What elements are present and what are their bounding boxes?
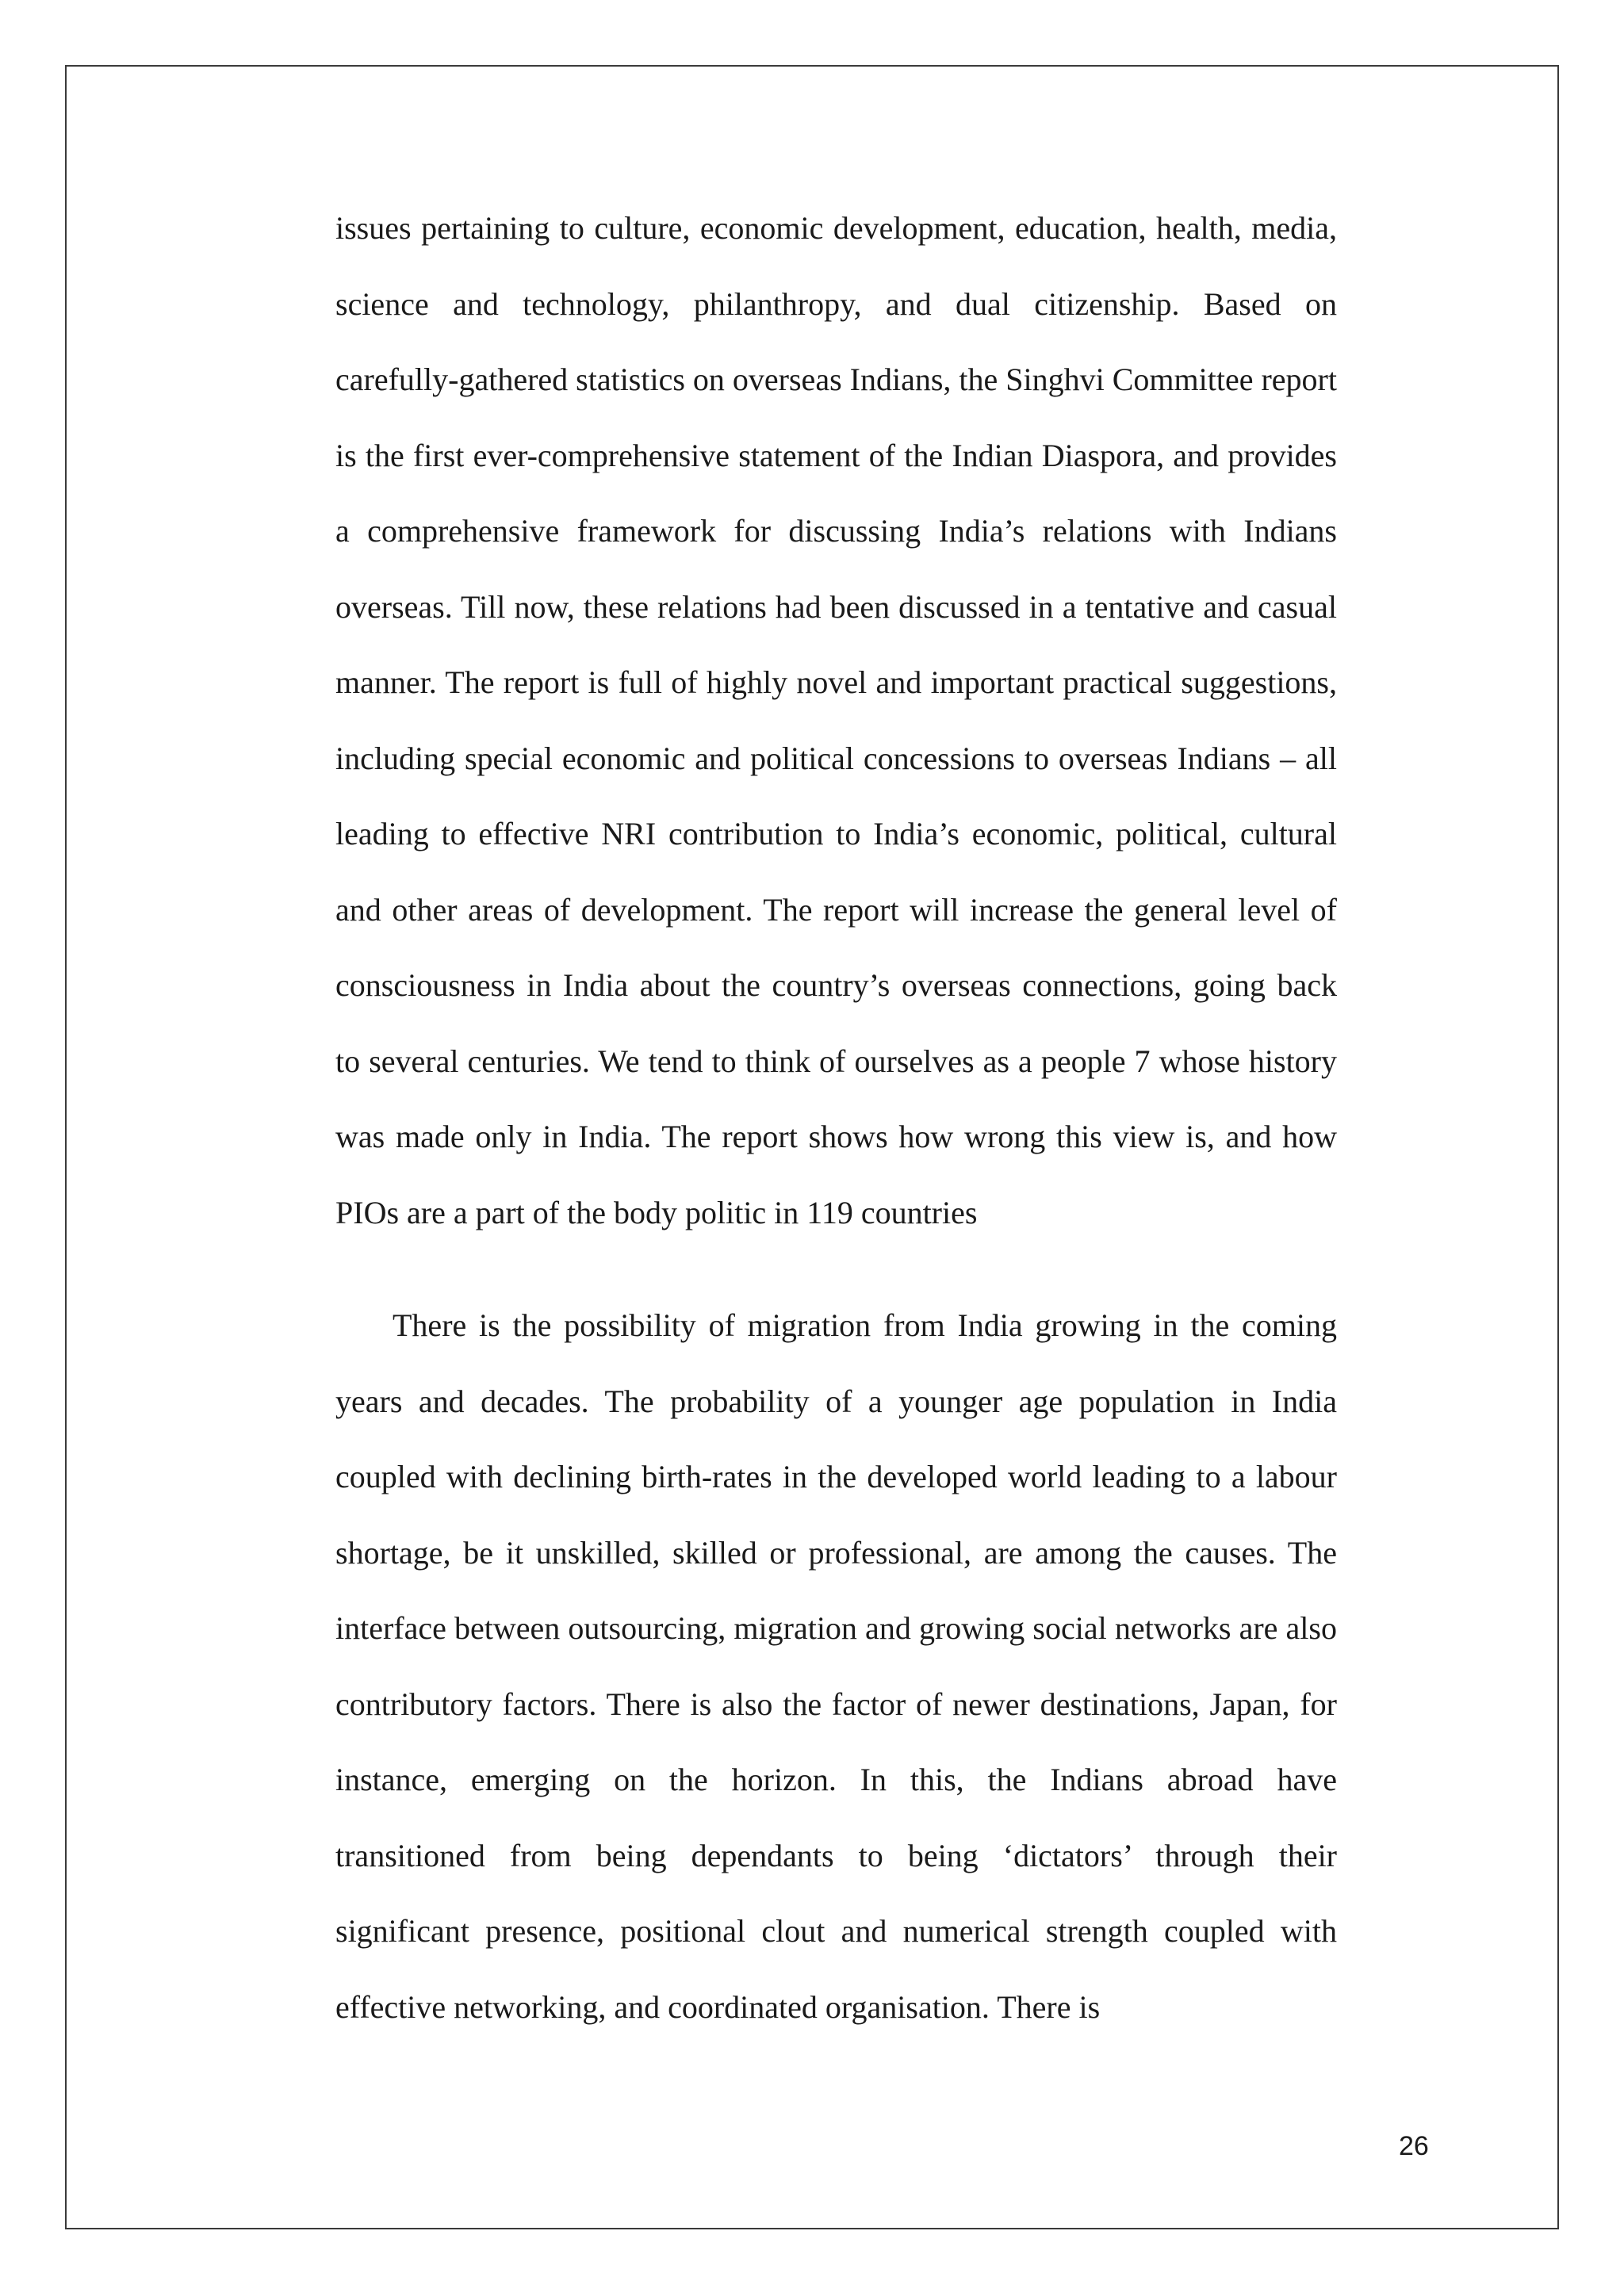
page-number: 26 <box>1399 2131 1429 2161</box>
body-text <box>335 190 1337 2045</box>
paragraph-1: issues pertaining to culture, economic development, education, health, media, science and technology, philanthropy, and dual citizenship. Based on carefully-gathered statistics on overseas Indians, the Singhvi Committee report is the first ever-comprehensive statement of the Indian Diaspora, and provides a comprehensive framework for discussing India’s relations with Indians overseas. Till now, these relations had been discussed in a tentative and casual manner. The report is full of highly novel and important practical suggestions, including special economic and political concessions to overseas Indians – all leading to effective NRI contribution to India’s economic, political, cultural and other areas of development. The report will increase the general level of consciousness in India about the country’s overseas connections, going back to several centuries. We tend to think of ourselves as a people 7 whose history was made only in India. The report shows how wrong this view is, and how PIOs are a part of the body politic in 119 countries <box>335 210 1337 1230</box>
paragraph-2: There is the possibility of migration from India growing in the coming years and decades. The probability of a younger age population in India coupled with declining birth-rates in the developed world leading to a labour shortage, be it unskilled, skilled or professional, are among the causes. The interface between outsourcing, migration and growing social networks are also contributory factors. There is also the factor of newer destinations, Japan, for instance, emerging on the horizon. In this, the Indians abroad have transitioned from being dependants to being ‘dictators’ through their significant presence, positional clout and numerical strength coupled with effective networking, and coordinated organisation. There is <box>335 1307 1337 2025</box>
